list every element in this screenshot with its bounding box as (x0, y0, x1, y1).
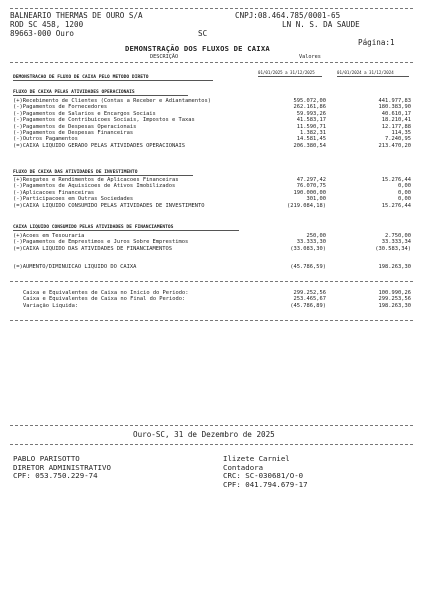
period-previous-underline (337, 76, 409, 77)
row-value-previous: 2.750,00 (385, 233, 411, 239)
period-current: 01/01/2025 a 31/12/2025 (258, 70, 315, 75)
row-value-current: 206.380,54 (293, 142, 326, 149)
row-value-previous: 213.470,20 (378, 142, 411, 149)
row-value-current: 1.382,31 (300, 130, 326, 136)
signature-right-doc: CPF: 041.794.679-17 (223, 479, 308, 489)
summary-value-previous: 100.990,26 (378, 290, 411, 296)
column-descricao: DESCRIÇÃO (150, 54, 179, 60)
row-label: (+)Recebimento de Clientes (Contas a Receber e Adiantamentos) (13, 98, 211, 104)
row-label: (-)Pagamentos de Aquisicoes de Ativos Imobilizados (13, 183, 176, 190)
net-change-row (13, 264, 411, 270)
row-label: (-)Participacoes em Outras Sociedades (13, 196, 134, 203)
row-label: (-)Outros Pagamentos (13, 136, 78, 143)
row-label: (-)Pagamentos de Contribuicoes Sociais, Impostos e Taxas (13, 117, 195, 124)
row-value-previous: 198.263,30 (378, 264, 411, 270)
company-address: ROD SC 458, 1200 (10, 20, 84, 29)
row-value-current: 301,00 (306, 196, 326, 203)
row-value-current: 250,00 (306, 233, 326, 239)
section-title-investment: FLUXO DE CAIXA DAS ATIVIDADES DE INVESTIMENTO (13, 170, 138, 175)
summary-value-previous: 198.263,30 (378, 302, 411, 309)
header-rule (10, 62, 413, 63)
row-value-previous: 0,00 (398, 189, 411, 196)
method-title-underline (13, 80, 213, 81)
top-rule (10, 8, 413, 9)
method-title: DEMONSTRACAO DE FLUXO DE CAIXA PELO METODO DIRETO (13, 75, 149, 80)
total-row-operational (13, 143, 411, 149)
row-value-current: (45.786,59) (290, 264, 326, 270)
signature-left-doc: CPF: 053.750.229-74 (13, 471, 98, 481)
document-title: DEMONSTRAÇÃO DOS FLUXOS DE CAIXA (125, 44, 270, 53)
row-value-current: 11.590,71 (296, 123, 326, 130)
row-value-previous: 7.240,95 (385, 136, 411, 143)
row-label: (+)Resgates e Rendimentos de Aplicacoes Financeiras (13, 177, 179, 183)
section-underline-operational (13, 95, 188, 96)
row-value-current: 41.583,17 (296, 117, 326, 124)
summary-value-previous: 299.253,56 (378, 296, 411, 303)
row-value-previous: 33.333,34 (381, 239, 411, 246)
signature-right-crc: CRC: SC-030681/O-0 (223, 471, 304, 481)
company-cep-city: 89663-000 Ouro (10, 29, 75, 38)
row-value-current: 14.581,45 (296, 136, 326, 143)
row-value-current: 190.000,00 (293, 189, 326, 196)
section-underline-financing (13, 230, 239, 231)
row-value-current: 262.161,86 (293, 104, 326, 111)
row-value-previous: 0,00 (398, 196, 411, 203)
company-state: SC (198, 29, 208, 38)
page-number: Página:1 (358, 38, 395, 47)
row-label: (-)Pagamentos de Salarios e Encargos Sociais (13, 110, 156, 117)
row-label: (=)CAIXA LIQUIDO CONSUMIDO PELAS ATIVIDADES DE INVESTIMENTO (13, 202, 205, 209)
row-value-previous: 180.383,90 (378, 104, 411, 111)
signature-right-role: Contadora (223, 462, 264, 472)
period-current-underline (258, 76, 322, 77)
summary-value-current: 253.465,67 (293, 296, 326, 303)
row-label: (=)CAIXA LIQUIDO GERADO PELAS ATIVIDADES OPERACIONAIS (13, 142, 186, 149)
section-title-financing: CAIXA LIQUIDO CONSUMIDO PELAS ATIVIDADES DE FINANCIAMENTOS (13, 225, 174, 230)
row-value-previous: 15.276,44 (381, 177, 411, 183)
row-value-previous: 0,00 (398, 183, 411, 190)
row-value-previous: 15.276,44 (381, 202, 411, 209)
footer-bottom-rule (10, 444, 413, 445)
row-value-previous: 40.610,17 (381, 110, 411, 117)
row-label: (-)Pagamentos de Despesas Financeiras (13, 130, 134, 136)
row-value-current: 595.072,00 (293, 98, 326, 104)
row-value-previous: 114,35 (391, 130, 411, 136)
row-label: (-)Pagamentos de Fornecedores (13, 104, 108, 111)
summary-value-current: 299.252,56 (293, 290, 326, 296)
total-row-investment (13, 203, 411, 209)
row-label: (-)Aplicacoes Financeiras (13, 189, 95, 196)
period-previous: 01/01/2024 a 31/12/2024 (337, 70, 394, 75)
section-title-operational: FLUXO DE CAIXA PELAS ATIVIDADES OPERACIONAIS (13, 90, 135, 95)
summary-bottom-rule (10, 320, 413, 321)
row-value-previous: 18.210,41 (381, 117, 411, 124)
column-valores: Valores (299, 54, 321, 60)
row-label: (+)Acoes em Tesouraria (13, 233, 85, 239)
row-value-previous: 12.177,88 (381, 123, 411, 130)
section-underline-investment (13, 175, 193, 176)
summary-label: Caixa e Equivalentes de Caixa no Final do Periodo: (23, 296, 186, 303)
row-value-current: 33.333,30 (296, 239, 326, 246)
row-label: (-)Pagamentos de Emprestimos e Juros Sobre Emprestimos (13, 239, 189, 246)
company-name: BALNEARIO THERMAS DE OURO S/A (10, 11, 143, 20)
footer-top-rule (10, 425, 413, 426)
row-value-previous: 441.977,83 (378, 98, 411, 104)
summary-label: Variação Liquida: (23, 302, 79, 309)
row-value-previous: (30.583,34) (375, 245, 411, 252)
summary-value-current: (45.786,89) (290, 302, 326, 309)
row-value-current: 47.297,42 (296, 177, 326, 183)
summary-label: Caixa e Equivalentes de Caixa no Inicio do Periodo: (23, 290, 189, 296)
company-cnpj: CNPJ:08.464.785/0001-65 (235, 11, 341, 20)
row-value-current: 59.993,26 (296, 110, 326, 117)
place-date: Ouro-SC, 31 de Dezembro de 2025 (133, 430, 275, 439)
row-value-current: (33.083,30) (290, 245, 326, 252)
summary-top-rule (10, 281, 413, 282)
row-label: (=)CAIXA LIQUIDO DAS ATIVIDADES DE FINANCIAMENTOS (13, 245, 173, 252)
row-value-current: (219.084,18) (287, 202, 326, 209)
signature-right-name: Ilizete Carniel (223, 454, 290, 463)
signature-left-role: DIRETOR ADMINISTRATIVO (13, 462, 111, 472)
summary-row (23, 303, 411, 309)
row-label: (=)AUMENTO/DIMINUICAO LIQUIDO DO CAIXA (13, 264, 137, 270)
signature-left-name: PABLO PARISOTTO (13, 454, 80, 463)
row-value-current: 76.070,75 (296, 183, 326, 190)
row-label: (-)Pagamentos de Despesas Operacionais (13, 123, 137, 130)
total-row-financing (13, 246, 411, 252)
company-neighborhood: LN N. S. DA SAUDE (282, 20, 360, 29)
